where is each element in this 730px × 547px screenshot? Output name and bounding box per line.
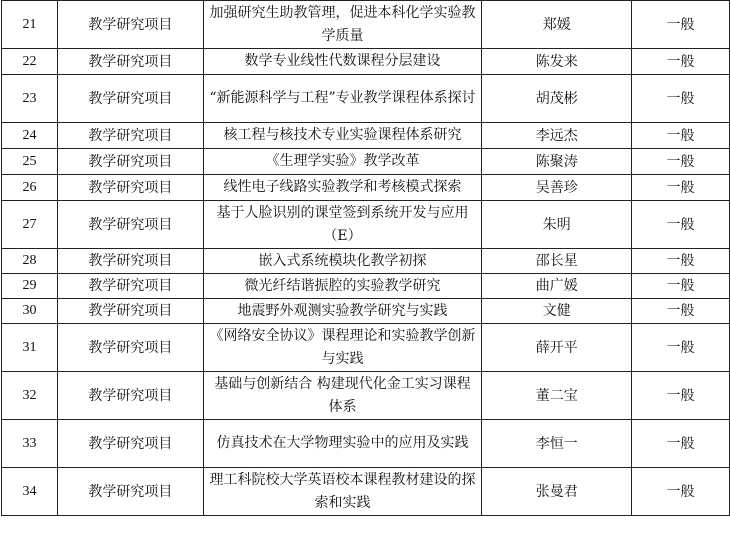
project-name: 地震野外观测实验教学研究与实践 (203, 299, 482, 324)
project-level: 一般 (632, 249, 730, 274)
project-leader: 朱明 (482, 201, 632, 249)
project-name: 微光纤结谐振腔的实验教学研究 (203, 274, 482, 299)
project-type: 教学研究项目 (57, 324, 203, 372)
table-row (2, 324, 730, 372)
row-number: 34 (2, 468, 58, 516)
project-type: 教学研究项目 (57, 1, 203, 49)
table-row (2, 299, 730, 324)
table-row (2, 249, 730, 274)
table-row (2, 49, 730, 75)
table-row (2, 372, 730, 420)
project-type: 教学研究项目 (57, 49, 203, 75)
row-number: 26 (2, 175, 58, 201)
project-level: 一般 (632, 123, 730, 149)
project-level: 一般 (632, 299, 730, 324)
project-type: 教学研究项目 (57, 299, 203, 324)
table-row (2, 175, 730, 201)
project-level: 一般 (632, 420, 730, 468)
table-row (2, 274, 730, 299)
project-level: 一般 (632, 201, 730, 249)
table-row (2, 75, 730, 123)
project-type: 教学研究项目 (57, 468, 203, 516)
project-leader: 吴善珍 (482, 175, 632, 201)
project-leader: 邵长星 (482, 249, 632, 274)
project-table (1, 0, 730, 516)
project-level: 一般 (632, 1, 730, 49)
project-type: 教学研究项目 (57, 372, 203, 420)
project-name: 《生理学实验》教学改革 (203, 149, 482, 175)
project-name: 数学专业线性代数课程分层建设 (203, 49, 482, 75)
row-number: 29 (2, 274, 58, 299)
project-type: 教学研究项目 (57, 123, 203, 149)
row-number: 22 (2, 49, 58, 75)
project-leader: 胡茂彬 (482, 75, 632, 123)
project-level: 一般 (632, 468, 730, 516)
project-leader: 董二宝 (482, 372, 632, 420)
project-name: 仿真技术在大学物理实验中的应用及实践 (203, 420, 482, 468)
project-type: 教学研究项目 (57, 420, 203, 468)
row-number: 31 (2, 324, 58, 372)
project-name: 线性电子线路实验教学和考核模式探索 (203, 175, 482, 201)
project-type: 教学研究项目 (57, 75, 203, 123)
table-row (2, 201, 730, 249)
row-number: 27 (2, 201, 58, 249)
row-number: 28 (2, 249, 58, 274)
project-leader: 薛开平 (482, 324, 632, 372)
project-leader: 陈发来 (482, 49, 632, 75)
row-number: 25 (2, 149, 58, 175)
project-leader: 李恒一 (482, 420, 632, 468)
row-number: 33 (2, 420, 58, 468)
project-leader: 文健 (482, 299, 632, 324)
project-leader: 李远杰 (482, 123, 632, 149)
project-type: 教学研究项目 (57, 274, 203, 299)
project-level: 一般 (632, 75, 730, 123)
project-type: 教学研究项目 (57, 175, 203, 201)
row-number: 32 (2, 372, 58, 420)
project-level: 一般 (632, 274, 730, 299)
project-name: 基于人脸识别的课堂签到系统开发与应用（E） (203, 201, 482, 249)
table-row (2, 123, 730, 149)
project-name: 基础与创新结合 构建现代化金工实习课程体系 (203, 372, 482, 420)
row-number: 24 (2, 123, 58, 149)
project-leader: 曲广媛 (482, 274, 632, 299)
table-row (2, 468, 730, 516)
project-type: 教学研究项目 (57, 249, 203, 274)
project-level: 一般 (632, 175, 730, 201)
table-row (2, 1, 730, 49)
project-name: 《网络安全协议》课程理论和实验教学创新与实践 (203, 324, 482, 372)
table-row (2, 420, 730, 468)
project-type: 教学研究项目 (57, 149, 203, 175)
project-name: 加强研究生助教管理，促进本科化学实验教学质量 (203, 1, 482, 49)
project-table-body (2, 1, 730, 516)
project-level: 一般 (632, 324, 730, 372)
project-level: 一般 (632, 49, 730, 75)
project-leader: 张曼君 (482, 468, 632, 516)
project-level: 一般 (632, 372, 730, 420)
project-name: 理工科院校大学英语校本课程教材建设的探索和实践 (203, 468, 482, 516)
row-number: 30 (2, 299, 58, 324)
project-type: 教学研究项目 (57, 201, 203, 249)
table-row (2, 149, 730, 175)
row-number: 21 (2, 1, 58, 49)
project-name: 核工程与核技术专业实验课程体系研究 (203, 123, 482, 149)
project-leader: 陈聚涛 (482, 149, 632, 175)
project-leader: 郑媛 (482, 1, 632, 49)
project-level: 一般 (632, 149, 730, 175)
project-name: “新能源科学与工程”专业教学课程体系探讨 (203, 75, 482, 123)
project-name: 嵌入式系统模块化教学初探 (203, 249, 482, 274)
row-number: 23 (2, 75, 58, 123)
